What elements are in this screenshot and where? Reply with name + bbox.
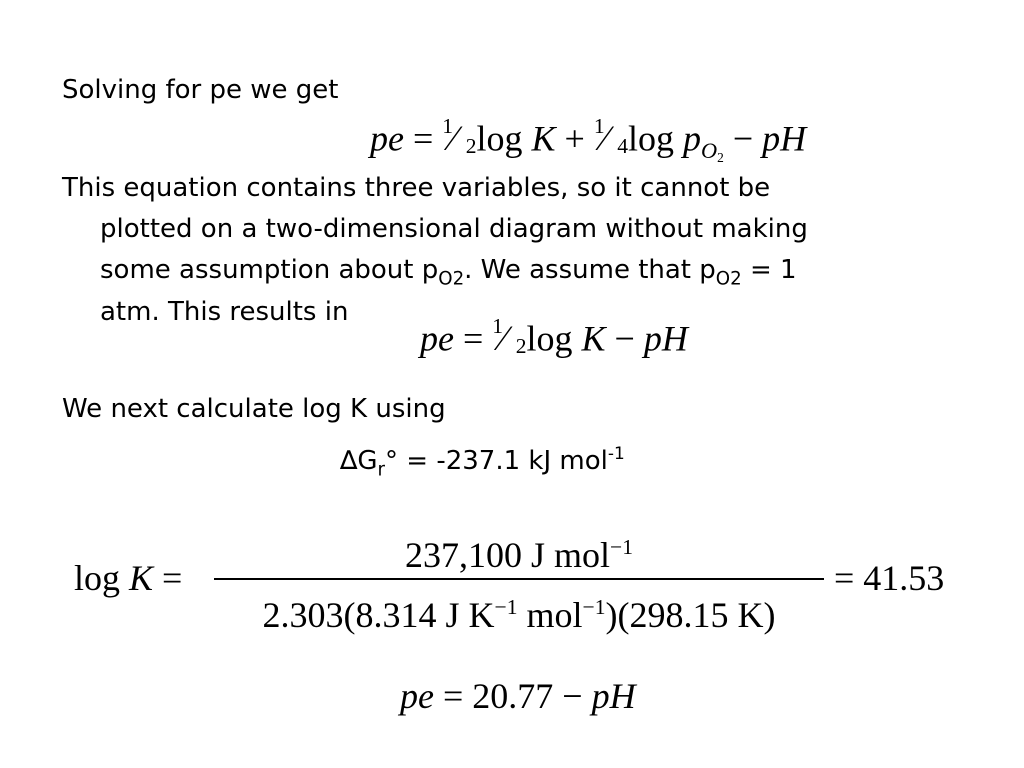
- fraction-denominator: 2.303(8.314 J $K^{-1}$ mol$^{-1}$)(298.15 K): [262, 595, 776, 635]
- paragraph-line-4: atm. This results in: [100, 297, 349, 327]
- log-k-result: = 41.53: [834, 558, 945, 598]
- paragraph-line-2: plotted on a two-dimensional diagram without making: [100, 214, 808, 244]
- next-calc-text: We next calculate log K using: [62, 394, 446, 424]
- equation-pe-final: pe = 20.77 − pH: [400, 676, 636, 716]
- paragraph-line-3: some assumption about $p_{O2}$. We assume that $p_{O2} = 1$: [100, 255, 797, 290]
- paragraph-line-1: This equation contains three variables, so it cannot be: [62, 173, 771, 203]
- equation-pe-full: pe = 1 ⁄ 2 log K + 1 ⁄ 4 $\log p_{O2}$ − pH: [370, 114, 807, 166]
- equation-pe-simplified: pe = 1 ⁄ 2 log K − pH: [420, 314, 688, 359]
- delta-g-line: $\Delta G_r^\circ = -237.1$ kJ mol$^{-1}$: [340, 443, 625, 481]
- intro-text: Solving for pe we get: [62, 75, 339, 105]
- log-k-lhs: log K =: [74, 558, 183, 598]
- fraction-numerator: 237,100 J mol$^{-1}$: [405, 535, 633, 575]
- fraction-bar: [214, 578, 824, 580]
